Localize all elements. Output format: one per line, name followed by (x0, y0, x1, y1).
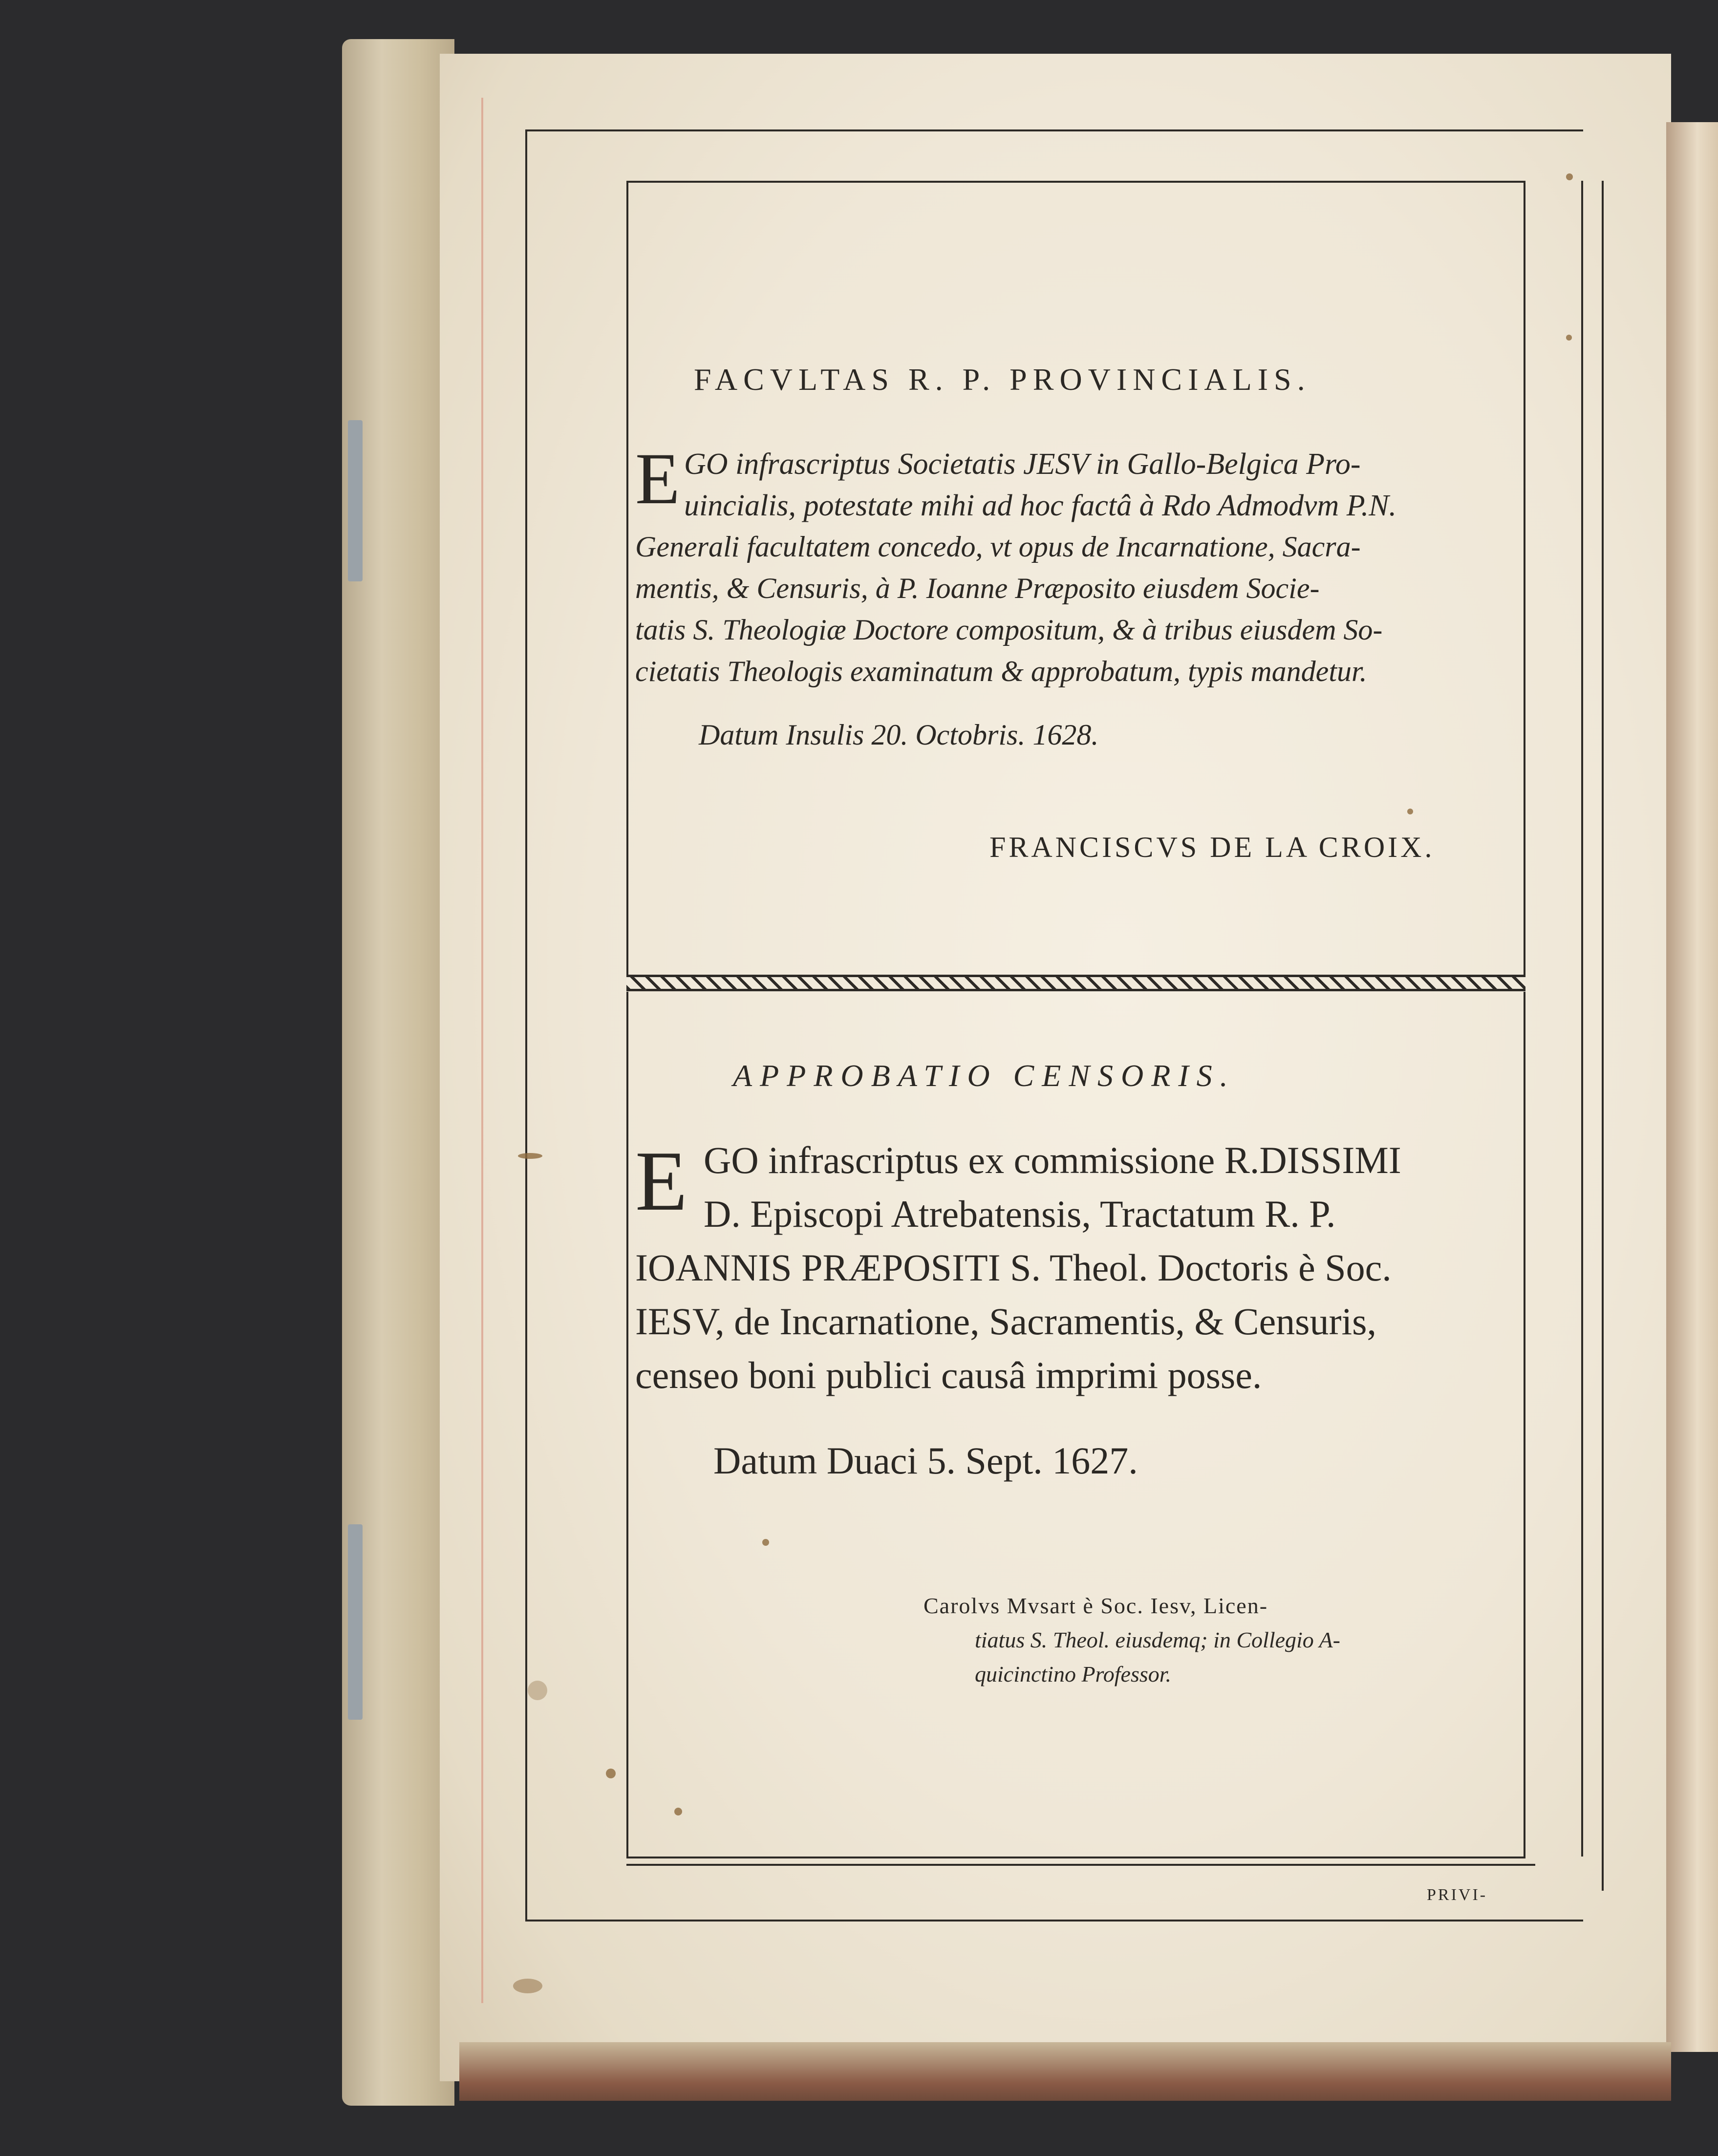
foxing-spot (528, 1681, 547, 1700)
facultas-line-4: mentis, & Censuris, à P. Ioanne Præposito eiusdem Socie- (635, 572, 1320, 604)
facultas-line-5: tatis S. Theologiæ Doctore compositum, & à tribus eiusdem So- (635, 614, 1383, 646)
facultas-line-3: Generali facultatem concedo, vt opus de Incarnatione, Sacra- (635, 531, 1361, 563)
facultas-title: FACVLTAS R. P. PROVINCIALIS. (694, 362, 1311, 397)
foxing-spot (1407, 809, 1413, 814)
foxing-spot (518, 1153, 542, 1159)
approbatio-drop-cap: E (635, 1133, 687, 1228)
facultas-date: Datum Insulis 20. Octobris. 1628. (699, 719, 1099, 751)
foxing-spot (606, 1769, 616, 1778)
foxing-spot (674, 1808, 682, 1815)
foxing-spot (1566, 335, 1572, 341)
censor-line-2: tiatus S. Theol. eiusdemq; in Collegio A- (975, 1627, 1340, 1652)
clasp-top (348, 420, 363, 581)
clasp-bottom (348, 1524, 363, 1720)
foxing-spot (762, 1539, 769, 1546)
page-bottom-edge (459, 2042, 1671, 2101)
red-margin-rule (481, 98, 483, 2003)
outer-frame-left (525, 129, 527, 1920)
foxing-spot (1566, 173, 1573, 180)
bottom-rule (626, 1864, 1535, 1866)
approbatio-line-2: D. Episcopi Atrebatensis, Tractatum R. P. (704, 1193, 1336, 1235)
facultas-line-6: cietatis Theologis examinatum & approbatum, typis mandetur. (635, 655, 1367, 687)
approbatio-line-3: IOANNIS PRÆPOSITI S. Theol. Doctoris è Soc. (635, 1246, 1392, 1289)
approbatio-title: APPROBATIO CENSORIS. (733, 1058, 1236, 1093)
approbatio-line-5: censeo boni publici causâ imprimi posse. (635, 1354, 1262, 1396)
facultas-signature: FRANCISCVS DE LA CROIX. (989, 831, 1435, 863)
facing-page-edge (1666, 122, 1718, 2052)
facultas-line-1: GO infrascriptus Societatis JESV in Gallo-Belgica Pro- (684, 448, 1361, 481)
catchword: PRIVI- (1427, 1886, 1488, 1904)
approbatio-line-4: IESV, de Incarnatione, Sacramentis, & Censuris, (635, 1300, 1377, 1343)
book-spine-edge (342, 39, 454, 2106)
facultas-line-2: uincialis, potestate mihi ad hoc factâ à Rdo Admodvm P.N. (684, 489, 1397, 522)
approbatio-line-1: GO infrascriptus ex commissione R.DISSIMI (704, 1139, 1401, 1181)
approbatio-box (626, 992, 1525, 1858)
approbatio-date: Datum Duaci 5. Sept. 1627. (713, 1439, 1138, 1482)
foxing-spot (513, 1979, 542, 1993)
censor-line-3: quicinctino Professor. (975, 1662, 1172, 1686)
outer-frame-right (1581, 181, 1583, 1857)
censor-line-1: Carolvs Mvsart è Soc. Iesv, Licen- (923, 1593, 1268, 1618)
outer-frame-right-2 (1602, 181, 1604, 1891)
ornamental-divider (626, 975, 1525, 991)
facultas-drop-cap: E (635, 438, 680, 519)
